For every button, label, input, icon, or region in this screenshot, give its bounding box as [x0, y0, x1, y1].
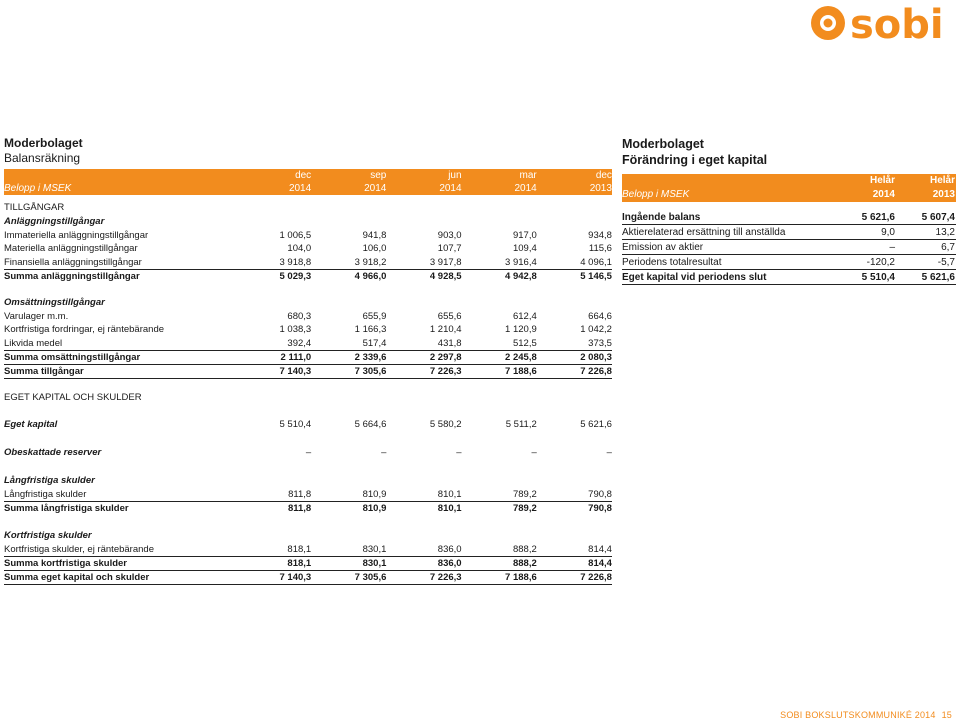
cell-value: 811,8 [287, 502, 312, 514]
cell-value: 811,8 [288, 488, 312, 500]
cell-value: -5,7 [937, 257, 955, 268]
cell-value: – [531, 447, 537, 459]
period-col: Helår [869, 175, 895, 186]
cell-value: – [456, 447, 462, 459]
table-row [4, 242, 612, 256]
table-row [622, 255, 956, 270]
table-row [4, 337, 612, 351]
group-heading [4, 215, 612, 229]
cell-value: 2 297,8 [429, 351, 462, 363]
header-periods [4, 169, 612, 182]
cell-value: 1 038,3 [279, 324, 312, 336]
cell-value: 7 226,8 [580, 365, 612, 377]
cell-value: 818,1 [287, 544, 312, 556]
cell-value: 373,5 [588, 338, 612, 350]
row-label: Periodens totalresultat [622, 257, 722, 268]
untaxed-reserves-row [4, 446, 612, 460]
cell-value: 903,0 [437, 229, 462, 241]
row-label: Summa långfristiga skulder [4, 502, 129, 514]
cell-value: 836,0 [437, 544, 462, 556]
grand-total-row [4, 571, 612, 585]
section-heading [4, 391, 612, 405]
row-label: Summa eget kapital och skulder [4, 571, 150, 583]
cell-value: 3 918,8 [279, 257, 312, 269]
cell-value: 790,8 [588, 502, 612, 514]
cell-value: 5 510,4 [861, 272, 895, 283]
equity-header [622, 174, 956, 202]
cell-value: 941,8 [362, 229, 387, 241]
table-row [622, 240, 956, 255]
equity-row [4, 418, 612, 432]
cell-value: 7 188,6 [505, 571, 537, 583]
table-row [622, 225, 956, 240]
cell-value: 4 928,5 [429, 270, 462, 282]
balance-title: Moderbolaget [4, 136, 83, 150]
period-col: Helår [929, 175, 955, 186]
row-label: Omsättningstillgångar [4, 296, 105, 308]
cell-value: 13,2 [935, 227, 955, 238]
cell-value: 5 510,4 [279, 419, 312, 431]
subtotal-row [4, 557, 612, 571]
cell-value: 1 042,2 [580, 324, 612, 336]
row-label: Summa anläggningstillgångar [4, 270, 140, 282]
cell-value: 888,2 [512, 544, 537, 556]
cell-value: 5 621,6 [861, 212, 895, 223]
cell-value: – [889, 242, 895, 253]
cell-value: 115,6 [588, 243, 612, 255]
table-row [4, 488, 612, 502]
group-heading [4, 529, 612, 543]
cell-value: – [381, 447, 387, 459]
cell-value: 789,2 [512, 502, 537, 514]
section-heading [4, 201, 612, 215]
equity-subtitle: Förändring i eget kapital [622, 153, 768, 167]
row-label: Obeskattade reserver [4, 447, 102, 459]
cell-value: 7 226,3 [429, 365, 462, 377]
cell-value: 7 226,8 [580, 571, 612, 583]
row-label: Varulager m.m. [4, 310, 69, 322]
cell-value: 790,8 [588, 488, 612, 500]
table-row [4, 310, 612, 324]
cell-value: 5 029,3 [279, 270, 312, 282]
row-label: TILLGÅNGAR [4, 202, 65, 213]
year-col: 2014 [514, 183, 537, 194]
cell-value: 512,5 [512, 338, 537, 350]
cell-value: 3 916,4 [505, 257, 537, 269]
row-label: Materiella anläggningstillgångar [4, 243, 138, 255]
cell-value: 612,4 [512, 310, 537, 322]
period-col: sep [370, 170, 387, 181]
header-years [4, 182, 612, 195]
cell-value: 1 210,4 [429, 324, 462, 336]
row-label: EGET KAPITAL OCH SKULDER [4, 391, 142, 403]
cell-value: 4 096,1 [580, 257, 612, 269]
cell-value: 814,4 [588, 557, 612, 569]
cell-value: 1 120,9 [505, 324, 537, 336]
cell-value: 830,1 [362, 544, 387, 556]
cell-value: 810,1 [437, 488, 462, 500]
cell-value: 6,7 [941, 242, 955, 253]
year-col: 2014 [872, 189, 895, 200]
subtotal-row [4, 502, 612, 516]
table-row [4, 229, 612, 243]
period-col: jun [448, 170, 462, 181]
row-label: Emission av aktier [622, 242, 704, 253]
cell-value: 836,0 [437, 557, 462, 569]
cell-value: 814,4 [588, 544, 612, 556]
table-row [622, 210, 956, 225]
currency-label: Belopp i MSEK [4, 183, 72, 194]
cell-value: 7 226,3 [429, 571, 462, 583]
row-label: Summa omsättningstillgångar [4, 351, 141, 363]
cell-value: 888,2 [512, 557, 537, 569]
row-label: Likvida medel [4, 338, 63, 350]
cell-value: 5 146,5 [580, 270, 612, 282]
cell-value: 655,9 [362, 310, 387, 322]
row-label: Summa kortfristiga skulder [4, 557, 128, 569]
cell-value: 810,9 [362, 488, 387, 500]
cell-value: 7 305,6 [354, 365, 387, 377]
cell-value: 917,0 [512, 229, 537, 241]
row-label: Kortfristiga skulder, ej räntebärande [4, 544, 154, 556]
cell-value: 5 511,2 [505, 419, 537, 431]
table-row [4, 323, 612, 337]
cell-value: 431,8 [437, 338, 462, 350]
total-row [4, 365, 612, 379]
cell-value: 2 111,0 [280, 351, 312, 363]
cell-value: 7 188,6 [505, 365, 537, 377]
year-col: 2014 [364, 183, 387, 194]
balance-sheet [4, 136, 612, 585]
year-col: 2014 [288, 183, 312, 194]
cell-value: 5 664,6 [354, 419, 387, 431]
row-label: Immateriella anläggningstillgångar [4, 229, 149, 241]
equity-title: Moderbolaget [622, 137, 704, 151]
cell-value: 106,0 [362, 243, 387, 255]
group-heading [4, 296, 612, 310]
cell-value: – [305, 447, 312, 459]
footer-text: SOBI BOKSLUTSKOMMUNIKÉ 2014 [780, 710, 936, 720]
row-label: Långfristiga skulder [4, 488, 87, 500]
cell-value: 2 339,6 [354, 351, 387, 363]
cell-value: 104,0 [287, 243, 312, 255]
subtotal-row [4, 351, 612, 365]
total-row [622, 270, 956, 285]
balance-subtitle: Balansräkning [4, 151, 81, 165]
row-label: Summa tillgångar [4, 365, 84, 377]
table-row [4, 256, 612, 270]
row-label: Kortfristiga fordringar, ej räntebärande [4, 324, 165, 336]
cell-value: 7 140,3 [279, 571, 312, 583]
cell-value: 1 166,3 [354, 324, 387, 336]
table-row [4, 543, 612, 557]
logo-wordmark: sobi [850, 2, 944, 44]
cell-value: – [606, 447, 612, 459]
cell-value: 830,1 [362, 557, 387, 569]
cell-value: 810,1 [437, 502, 462, 514]
cell-value: 107,7 [437, 243, 462, 255]
cell-value: 818,1 [287, 557, 312, 569]
cell-value: 934,8 [588, 229, 612, 241]
cell-value: 664,6 [588, 310, 612, 322]
cell-value: 810,9 [362, 502, 387, 514]
cell-value: 2 080,3 [580, 351, 612, 363]
cell-value: 392,4 [287, 338, 312, 350]
row-label: Anläggningstillgångar [4, 215, 105, 227]
cell-value: 517,4 [362, 338, 387, 350]
page-number: 15 [941, 710, 952, 720]
row-label: Aktierelaterad ersättning till anställda [622, 227, 786, 238]
cell-value: 2 245,8 [505, 351, 537, 363]
cell-value: 655,6 [437, 310, 462, 322]
period-col: dec [295, 170, 312, 181]
cell-value: 7 140,3 [279, 365, 312, 377]
year-col: 2013 [589, 183, 612, 194]
cell-value: 9,0 [881, 227, 895, 238]
cell-value: 3 917,8 [429, 257, 462, 269]
row-label: Kortfristiga skulder [4, 530, 92, 542]
currency-label: Belopp i MSEK [622, 189, 690, 200]
cell-value: 1 006,5 [279, 229, 312, 241]
equity-changes [622, 136, 956, 285]
cell-value: 5 621,6 [921, 272, 955, 283]
cell-value: 5 621,6 [580, 419, 612, 431]
cell-value: -120,2 [866, 257, 895, 268]
row-label: Ingående balans [622, 212, 701, 223]
period-col: dec [595, 170, 612, 181]
cell-value: 680,3 [287, 310, 312, 322]
row-label: Finansiella anläggningstillgångar [4, 257, 142, 269]
year-col: 2014 [439, 183, 462, 194]
row-label: Eget kapital [4, 419, 58, 431]
sobi-logo-icon [808, 2, 958, 44]
row-label: Långfristiga skulder [4, 474, 95, 486]
cell-value: 4 966,0 [354, 270, 387, 282]
cell-value: 789,2 [512, 488, 537, 500]
subtotal-row [4, 270, 612, 284]
page-footer [780, 710, 952, 720]
balance-header [4, 169, 612, 195]
cell-value: 5 580,2 [429, 419, 462, 431]
year-col: 2013 [932, 189, 955, 200]
group-heading [4, 474, 612, 488]
cell-value: 5 607,4 [921, 212, 955, 223]
sobi-logo [808, 2, 958, 44]
cell-value: 4 942,8 [505, 270, 537, 282]
cell-value: 7 305,6 [354, 571, 387, 583]
cell-value: 109,4 [512, 243, 537, 255]
cell-value: 3 918,2 [354, 257, 387, 269]
row-label: Eget kapital vid periodens slut [622, 272, 767, 283]
period-col: mar [519, 170, 537, 181]
